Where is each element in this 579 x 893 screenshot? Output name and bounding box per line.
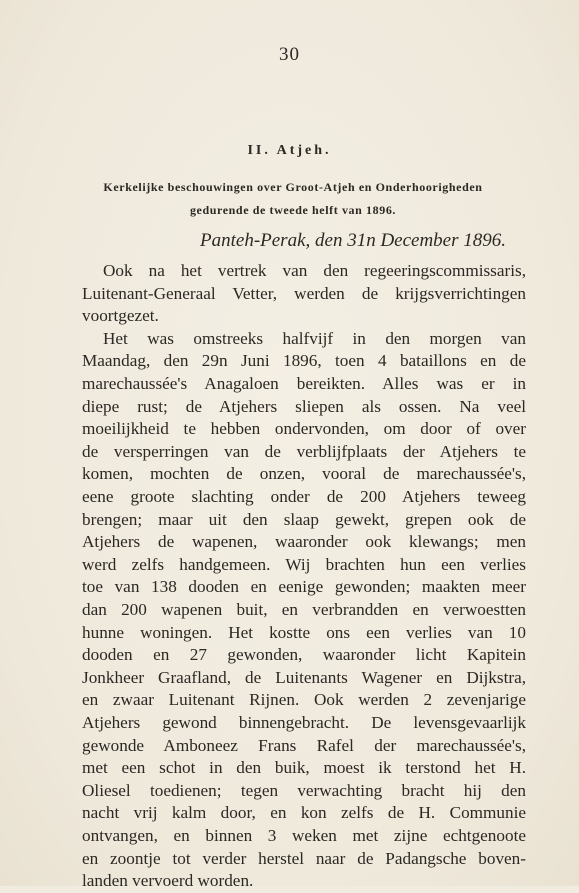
body-text-line: eene groote slachting onder de 200 Atjehers teweeg bbox=[82, 487, 526, 506]
body-text-line: de versperringen van de verblijfplaats der Atjehers te bbox=[82, 441, 526, 461]
page-number: 30 bbox=[279, 44, 300, 65]
body-text-line: brengen; maar uit den slaap gewekt, grepen ook de bbox=[82, 509, 526, 529]
body-text-line: diepe rust; de Atjehers sliepen als ossen. Na veel bbox=[82, 396, 526, 416]
body-text-line: dan 200 wapenen buit, en verbrandden en verwoestten bbox=[82, 600, 526, 619]
subheading-line: Kerkelijke beschouwingen over Groot-Atjeh en Onderhoorigheden bbox=[103, 180, 483, 194]
body-text-line: voortgezet. bbox=[82, 306, 159, 326]
body-text-line: Luitenant-Generaal Vetter, werden de krijgsverrichtingen bbox=[82, 283, 526, 303]
body-text-line: marechaussée's Anagaloen bereikten. Alles was er in bbox=[82, 374, 526, 393]
body-text-line: dooden en 27 gewonden, waaronder licht Kapitein bbox=[82, 645, 526, 665]
body-text-line: Ook na het vertrek van den regeeringscommissaris, bbox=[103, 261, 526, 280]
section-heading: II. Atjeh. bbox=[247, 143, 332, 158]
body-text-line: landen vervoerd worden. bbox=[82, 871, 254, 891]
body-text-line: Het was omstreeks halfvijf in den morgen van bbox=[103, 328, 526, 348]
body-text-line: Oliesel toedienen; tegen verwachting bracht hij den bbox=[82, 780, 526, 800]
dateline: Panteh-Perak, den 31n December 1896. bbox=[200, 230, 507, 251]
body-text-line: Jonkheer Graafland, de Luitenants Wagener en Dijkstra, bbox=[82, 667, 526, 687]
body-text-line: nacht vrij kalm door, en kon zelfs de H. Communie bbox=[82, 803, 526, 823]
body-text-line: Atjehers de wapenen, waaronder ook klewangs; men bbox=[82, 532, 526, 552]
subheading-line: gedurende de tweede helft van 1896. bbox=[189, 203, 397, 217]
body-text-line: en zwaar Luitenant Rijnen. Ook werden 2 zevenjarige bbox=[82, 690, 526, 710]
body-text-line: moeilijkheid te hebben ondervonden, om door of over bbox=[82, 419, 526, 439]
body-text-line: komen, mochten de onzen, vooral de marechaussée's, bbox=[82, 464, 526, 484]
body-text-line: werd zelfs handgemeen. Wij brachten hun een verlies bbox=[82, 554, 526, 574]
body-text-line: Maandag, den 29n Juni 1896, toen 4 bataillons en de bbox=[82, 351, 526, 371]
body-text-line: ontvangen, en binnen 3 weken met zijne echtgenoote bbox=[82, 826, 526, 845]
body-text-line: en zoontje tot verder herstel naar de Padangsche boven- bbox=[82, 848, 526, 868]
body-text-line: gewonde Amboneez Frans Rafel der marechaussée's, bbox=[82, 735, 526, 755]
body-text-line: Atjehers gewond binnengebracht. De levensgevaarlijk bbox=[82, 713, 526, 732]
body-text-line: toe van 138 dooden en eenige gewonden; maakten meer bbox=[82, 577, 526, 597]
body-text-line: met een schot in den buik, moest ik terstond het H. bbox=[82, 758, 526, 778]
body-text-line: hunne woningen. Het kostte ons een verlies van 10 bbox=[82, 622, 526, 642]
